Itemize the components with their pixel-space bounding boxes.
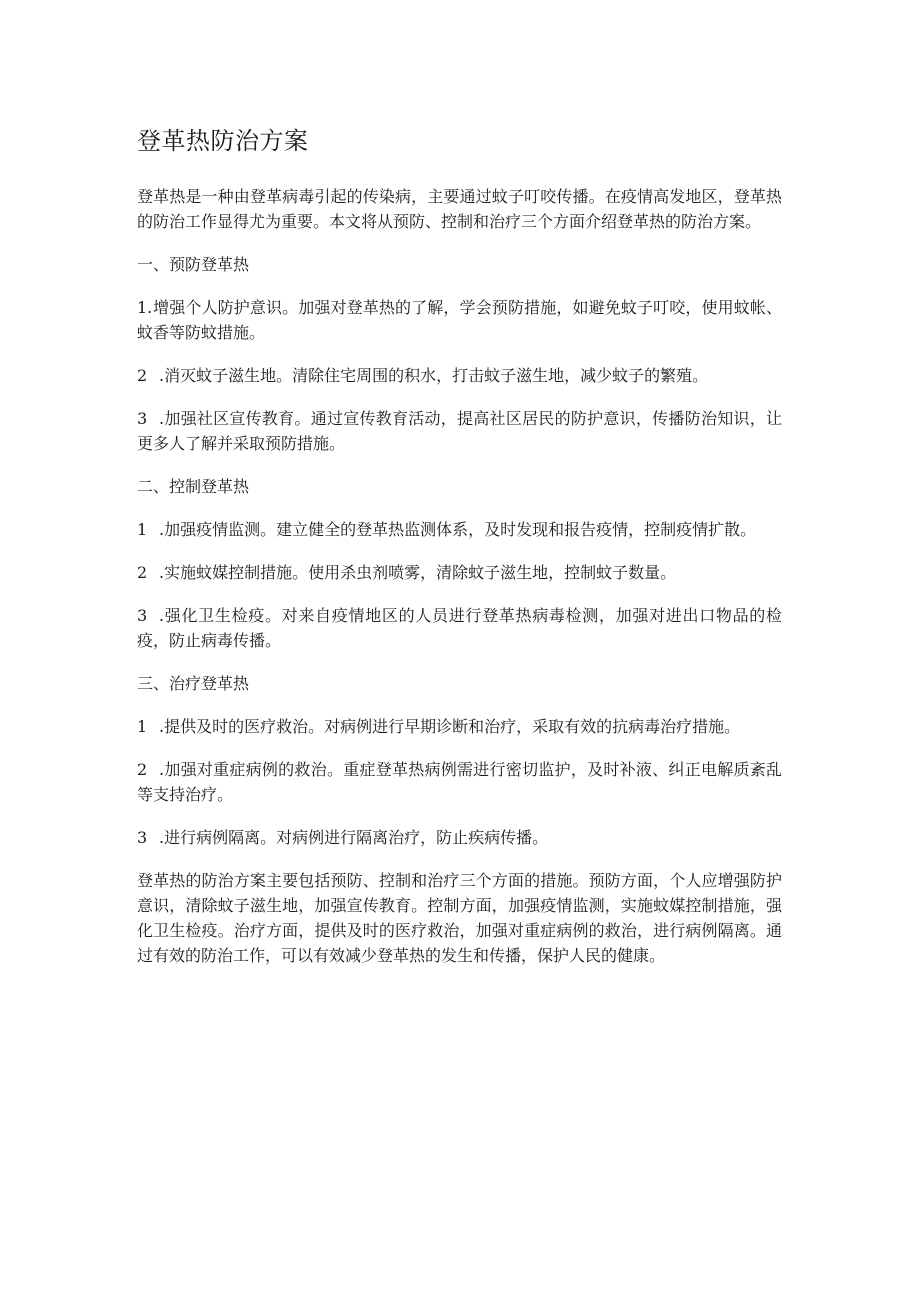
item-number: 1 xyxy=(137,520,148,539)
item-text: .进行病例隔离。对病例进行隔离治疗，防止疾病传播。 xyxy=(159,828,549,847)
item-number: 1 xyxy=(137,717,148,736)
list-item xyxy=(137,406,782,456)
section-heading: 二、控制登革热 xyxy=(137,477,250,496)
item-text: .加强对重症病例的救治。重症登革热病例需进行密切监护，及时补液、纠正电解质紊乱等支持治疗。 xyxy=(137,760,782,804)
item-number: 3 xyxy=(137,828,148,847)
document-page xyxy=(137,124,782,986)
list-item xyxy=(137,295,782,345)
item-text: .实施蚊媒控制措施。使用杀虫剂喷雾，清除蚊子滋生地，控制蚊子数量。 xyxy=(159,563,677,582)
item-number: 3 xyxy=(137,606,148,625)
list-item xyxy=(137,603,782,653)
item-number: 2 xyxy=(137,563,148,582)
item-text: .加强疫情监测。建立健全的登革热监测体系，及时发现和报告疫情，控制疫情扩散。 xyxy=(159,520,757,539)
item-number: 2 xyxy=(137,366,148,385)
section-treatment xyxy=(137,671,782,850)
list-item xyxy=(137,757,782,807)
list-item xyxy=(137,714,782,739)
item-text: .消灭蚊子滋生地。清除住宅周围的积水，打击蚊子滋生地，减少蚊子的繁殖。 xyxy=(159,366,709,385)
item-text: .强化卫生检疫。对来自疫情地区的人员进行登革热病毒检测，加强对进出口物品的检疫，防止病毒传播。 xyxy=(137,606,782,650)
item-number: 1. xyxy=(137,298,153,317)
item-number: 3 xyxy=(137,409,148,428)
list-item xyxy=(137,517,782,542)
list-item xyxy=(137,560,782,585)
list-item xyxy=(137,363,782,388)
section-prevention xyxy=(137,252,782,456)
section-heading: 三、治疗登革热 xyxy=(137,674,250,693)
item-text: 增强个人防护意识。加强对登革热的了解，学会预防措施，如避免蚊子叮咬，使用蚊帐、蚊香等防蚊措施。 xyxy=(137,298,782,342)
item-number: 2 xyxy=(137,760,148,779)
intro-paragraph: 登革热是一种由登革病毒引起的传染病，主要通过蚊子叮咬传播。在疫情高发地区，登革热的防治工作显得尤为重要。本文将从预防、控制和治疗三个方面介绍登革热的防治方案。 xyxy=(137,187,782,231)
page-title: 登革热防治方案 xyxy=(137,127,309,155)
section-heading: 一、预防登革热 xyxy=(137,255,250,274)
item-text: .加强社区宣传教育。通过宣传教育活动，提高社区居民的防护意识，传播防治知识，让更多人了解并采取预防措施。 xyxy=(137,409,782,453)
item-text: .提供及时的医疗救治。对病例进行早期诊断和治疗，采取有效的抗病毒治疗措施。 xyxy=(159,717,741,736)
conclusion-paragraph: 登革热的防治方案主要包括预防、控制和治疗三个方面的措施。预防方面，个人应增强防护意识，清除蚊子滋生地，加强宣传教育。控制方面，加强疫情监测，实施蚊媒控制措施，强化卫生检疫。治疗方面，提供及时的医疗救治，加强对重症病例的救治，进行病例隔离。通过有效的防治工作，可以有效减少登革热的发生和传播，保护人民的健康。 xyxy=(137,871,782,965)
list-item xyxy=(137,825,782,850)
section-control xyxy=(137,474,782,653)
